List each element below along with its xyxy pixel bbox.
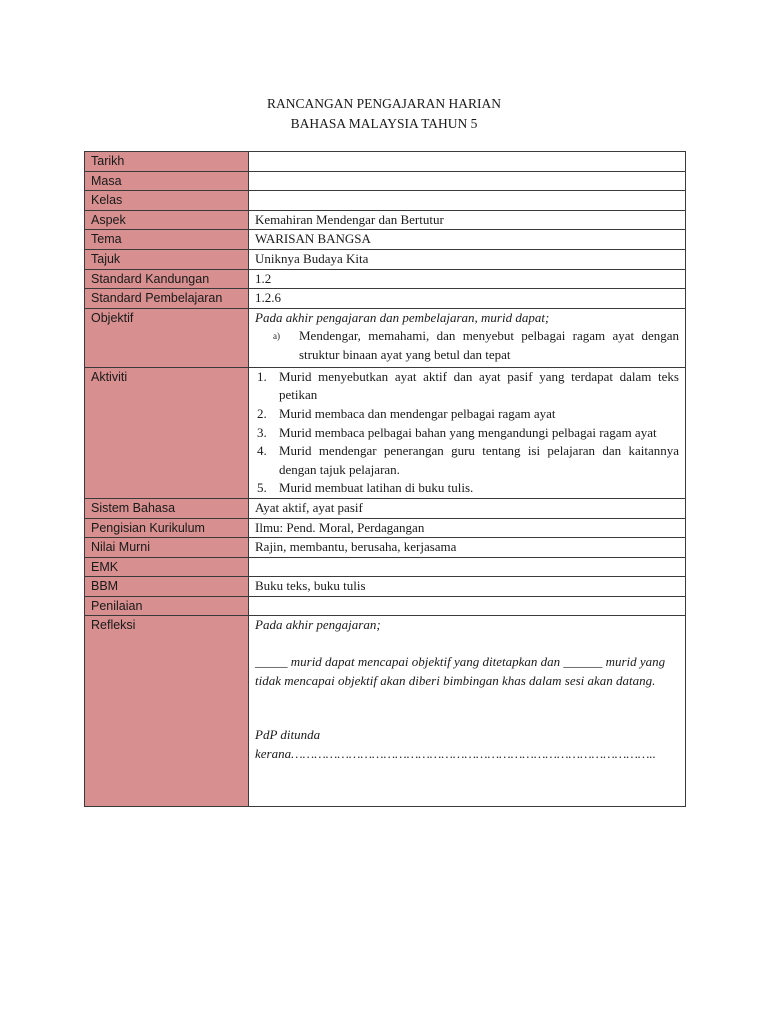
label-bbm: BBM xyxy=(85,577,249,597)
value-kelas xyxy=(249,191,686,211)
list-item xyxy=(255,368,679,405)
label-pengisian-kurikulum: Pengisian Kurikulum xyxy=(85,518,249,538)
value-emk xyxy=(249,557,686,577)
row-emk xyxy=(85,557,686,577)
document-subtitle: BAHASA MALAYSIA TAHUN 5 xyxy=(290,116,478,131)
value-refleksi xyxy=(249,616,686,807)
value-pengisian-kurikulum: Ilmu: Pend. Moral, Perdagangan xyxy=(249,518,686,538)
row-refleksi xyxy=(85,616,686,807)
value-aktiviti xyxy=(249,367,686,498)
label-kelas: Kelas xyxy=(85,191,249,211)
row-aspek xyxy=(85,210,686,230)
objektif-text: Mendengar, memahami, dan menyebut pelbagai ragam ayat dengan struktur binaan ayat yang betul dan tepat xyxy=(299,328,679,362)
aktiviti-number: 2. xyxy=(257,405,267,421)
row-pengisian-kurikulum xyxy=(85,518,686,538)
aktiviti-list xyxy=(255,368,679,498)
value-sistem-bahasa: Ayat aktif, ayat pasif xyxy=(249,498,686,518)
label-refleksi: Refleksi xyxy=(85,616,249,807)
value-penilaian xyxy=(249,596,686,616)
row-tarikh xyxy=(85,152,686,172)
value-masa xyxy=(249,171,686,191)
value-aspek: Kemahiran Mendengar dan Bertutur xyxy=(249,210,686,230)
aktiviti-text: Murid membaca dan mendengar pelbagai ragam ayat xyxy=(279,405,556,421)
lesson-plan-table xyxy=(84,151,686,807)
row-sistem-bahasa xyxy=(85,498,686,518)
label-tajuk: Tajuk xyxy=(85,249,249,269)
list-item xyxy=(255,327,679,364)
row-objektif xyxy=(85,308,686,367)
aktiviti-text: Murid mendengar penerangan guru tentang isi pelajaran dan kaitannya dengan tajuk pelajaran. xyxy=(279,443,679,477)
label-objektif: Objektif xyxy=(85,308,249,367)
row-aktiviti xyxy=(85,367,686,498)
row-nilai-murni xyxy=(85,538,686,558)
label-tema: Tema xyxy=(85,230,249,250)
aktiviti-number: 1. xyxy=(257,368,267,384)
list-item xyxy=(255,442,679,479)
value-tema: WARISAN BANGSA xyxy=(249,230,686,250)
refleksi-line3: PdP ditunda xyxy=(255,727,321,743)
value-standard-kandungan: 1.2 xyxy=(249,269,686,289)
list-item xyxy=(255,479,679,498)
objektif-list xyxy=(255,327,679,364)
refleksi-line4: kerana………………………………………………………………………………….. xyxy=(255,745,656,761)
document-title: RANCANGAN PENGAJARAN HARIAN xyxy=(266,96,501,111)
row-bbm xyxy=(85,577,686,597)
label-standard-pembelajaran: Standard Pembelajaran xyxy=(85,289,249,309)
aktiviti-text: Murid membuat latihan di buku tulis. xyxy=(279,480,474,496)
label-tarikh: Tarikh xyxy=(85,152,249,172)
row-standard-kandungan xyxy=(85,269,686,289)
row-penilaian xyxy=(85,596,686,616)
row-tema xyxy=(85,230,686,250)
row-kelas xyxy=(85,191,686,211)
list-item xyxy=(255,424,679,443)
aktiviti-number: 4. xyxy=(257,443,267,459)
row-standard-pembelajaran xyxy=(85,289,686,309)
label-masa: Masa xyxy=(85,171,249,191)
value-bbm: Buku teks, buku tulis xyxy=(249,577,686,597)
refleksi-line2: _____ murid dapat mencapai objektif yang ditetapkan dan ______ murid yang tidak mencapai objektif akan diberi bimbingan khas dalam sesi akan datang. xyxy=(255,654,666,688)
label-nilai-murni: Nilai Murni xyxy=(85,538,249,558)
row-tajuk xyxy=(85,249,686,269)
label-penilaian: Penilaian xyxy=(85,596,249,616)
value-standard-pembelajaran: 1.2.6 xyxy=(249,289,686,309)
objektif-marker: a) xyxy=(273,331,280,342)
objektif-intro: Pada akhir pengajaran dan pembelajaran, murid dapat; xyxy=(255,309,550,325)
label-sistem-bahasa: Sistem Bahasa xyxy=(85,498,249,518)
value-tarikh xyxy=(249,152,686,172)
aktiviti-number: 5. xyxy=(257,480,267,496)
label-aktiviti: Aktiviti xyxy=(85,367,249,498)
value-objektif xyxy=(249,308,686,367)
value-tajuk: Uniknya Budaya Kita xyxy=(249,249,686,269)
label-standard-kandungan: Standard Kandungan xyxy=(85,269,249,289)
value-nilai-murni: Rajin, membantu, berusaha, kerjasama xyxy=(249,538,686,558)
aktiviti-number: 3. xyxy=(257,424,267,440)
label-aspek: Aspek xyxy=(85,210,249,230)
row-masa xyxy=(85,171,686,191)
label-emk: EMK xyxy=(85,557,249,577)
aktiviti-text: Murid menyebutkan ayat aktif dan ayat pasif yang terdapat dalam teks petikan xyxy=(279,368,679,403)
aktiviti-text: Murid membaca pelbagai bahan yang mengandungi pelbagai ragam ayat xyxy=(279,424,657,440)
list-item xyxy=(255,405,679,424)
refleksi-line1: Pada akhir pengajaran; xyxy=(255,617,381,633)
